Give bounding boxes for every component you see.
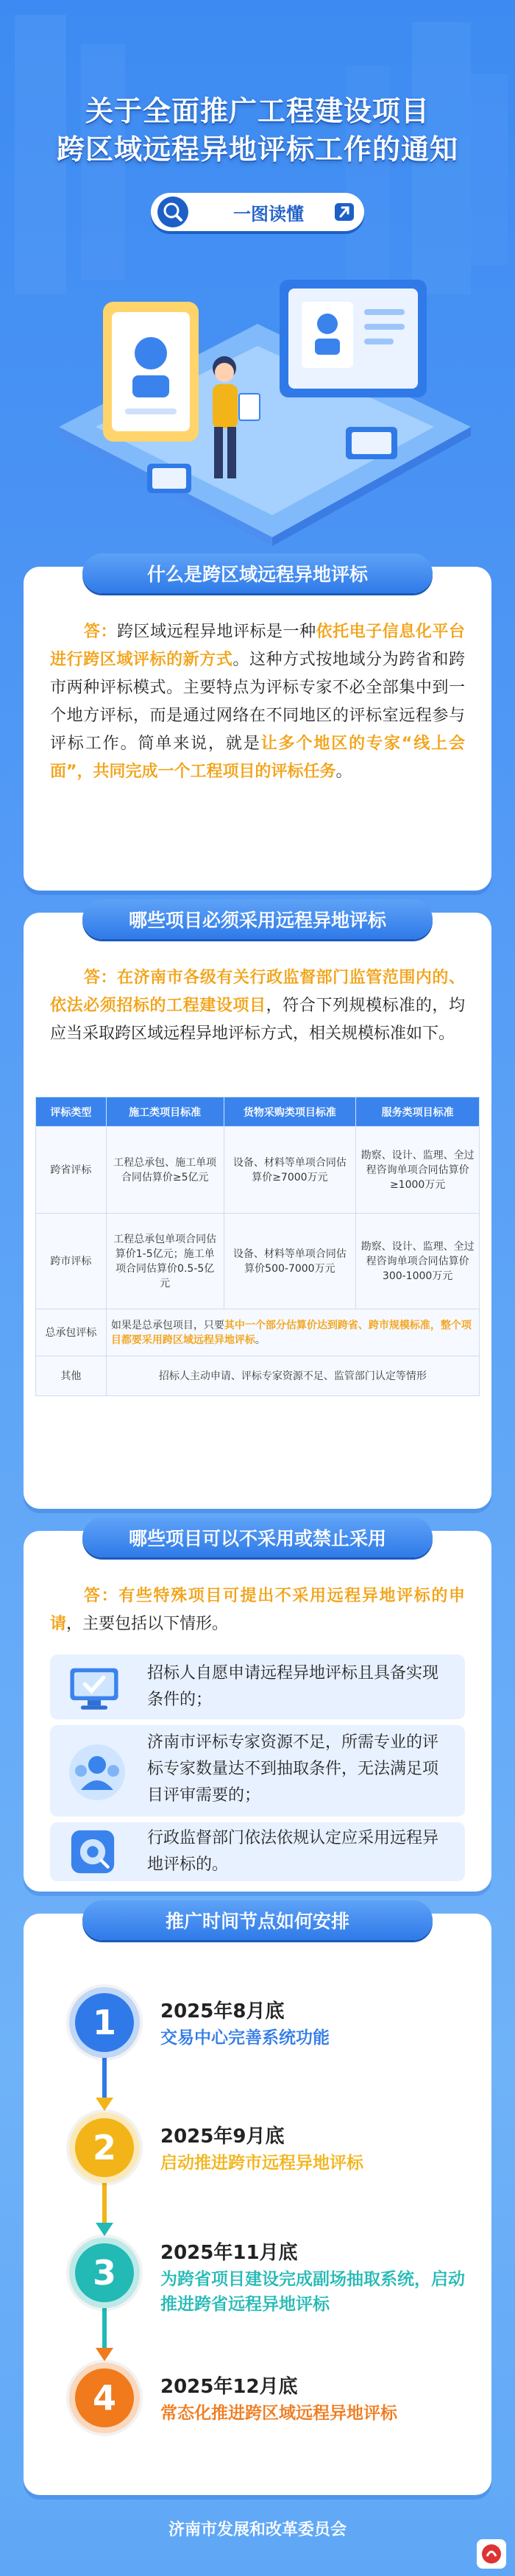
section-title: 什么是跨区域远程异地评标 <box>146 564 368 585</box>
timeline-step-1-date: 2025年8月底 <box>160 2000 285 2023</box>
cell-text: 如果是总承包项目，只要 <box>110 1319 224 1331</box>
section-answer <box>50 618 465 786</box>
answer-highlight: 让多个地区的专家“线上会面”，共同完成一个工程项目的评标任务 <box>50 735 465 781</box>
cell-text: 。 <box>255 1334 266 1346</box>
answer-highlight: 在济南市各级有关行政监督部门监管范围内的、依法必须招标的工程建设项目 <box>50 969 465 1015</box>
answer-label: 答： <box>84 623 118 641</box>
section-answer <box>50 1582 465 1638</box>
answer-label: 答： <box>84 969 118 987</box>
section-answer <box>50 964 465 1048</box>
timeline-step-4-date: 2025年12月底 <box>160 2376 298 2398</box>
supervision-icon <box>66 1825 119 1878</box>
corner-logo <box>477 2539 506 2569</box>
table-cell: 其他 <box>36 1356 107 1396</box>
list-item <box>50 1822 465 1881</box>
subtitle-text: 一图读懂 <box>233 203 304 224</box>
answer-text: ，符合下列规模标准的，均应当采取跨区域远程异地评标方式，相关规模标准如下。 <box>50 997 465 1043</box>
answer-label: 答： <box>84 1587 119 1605</box>
timeline-step-4-circle: 4 <box>69 2363 140 2433</box>
section-header <box>82 899 433 939</box>
table-row <box>36 1214 480 1309</box>
magnifier-icon <box>157 196 189 228</box>
table-cell: 跨市评标 <box>36 1214 107 1309</box>
list-item <box>50 1655 465 1719</box>
timeline-step-3-circle: 3 <box>69 2237 140 2308</box>
section-title: 哪些项目可以不采用或禁止采用 <box>128 1528 386 1549</box>
table-cell: 勘察、设计、监理、全过程咨询单项合同估算价≥1000万元 <box>356 1127 480 1214</box>
title-line-2: 跨区域远程异地评标工作的通知 <box>56 133 458 166</box>
table-cell: 总承包评标 <box>36 1309 107 1356</box>
answer-highlight: 有些特殊项目可提出不采用远程异地评标的申请 <box>50 1587 465 1633</box>
table-cell: 设备、材料等单项合同估算价500-7000万元 <box>224 1214 356 1309</box>
timeline-step-1-desc: 交易中心完善系统功能 <box>160 2028 330 2048</box>
timeline-step-3-date: 2025年11月底 <box>160 2242 298 2264</box>
answer-text: 。这种方式按地域分为跨省和跨市两种评标模式。主要特点为评标专家不必全部集中到一个地方评标，而是通过网络在不同地区的评标室远程参与评标工作。简单来说，就是 <box>50 651 465 753</box>
brand-logo-icon <box>480 2543 502 2565</box>
table-header: 货物采购类项目标准 <box>224 1097 356 1127</box>
cell-highlight: 其中一个部分估算价达到跨省、跨市规模标准，整个项目都要采用跨区域远程异地评标 <box>110 1319 472 1346</box>
timeline-step-1-circle: 1 <box>69 1987 140 2058</box>
list-item-text: 招标人自愿申请远程异地评标且具备实现条件的； <box>147 1664 439 1709</box>
section-header <box>82 553 433 593</box>
table-cell: 勘察、设计、监理、全过程咨询单项合同估算价300-1000万元 <box>356 1214 480 1309</box>
table-cell: 跨省评标 <box>36 1127 107 1214</box>
section-header <box>82 1518 433 1557</box>
section-header <box>82 1900 433 1940</box>
table-header: 施工类项目标准 <box>106 1097 224 1127</box>
table-cell: 工程总承包、施工单项合同估算价≥5亿元 <box>106 1127 224 1214</box>
section-title: 推广时间节点如何安排 <box>165 1911 349 1932</box>
table-header: 服务类项目标准 <box>356 1097 480 1127</box>
footer-org: 济南市发展和改革委员会 <box>168 2521 347 2539</box>
timeline-step-3-desc: 为跨省项目建设完成副场抽取系统，启动推进跨省远程异地评标 <box>160 2270 465 2314</box>
table-row <box>36 1127 480 1214</box>
section-what-is <box>24 564 491 891</box>
answer-text: ，主要包括以下情形。 <box>66 1615 229 1633</box>
table-cell-merged: 招标人主动申请、评标专家资源不足、监管部门认定等情形 <box>106 1356 479 1396</box>
table-header-row <box>36 1097 480 1127</box>
subtitle-pill <box>151 193 364 231</box>
expert-group-icon <box>66 1741 128 1803</box>
timeline-step-2-date: 2025年9月底 <box>160 2126 285 2148</box>
answer-highlight: 依托电子信息化平台进行跨区域评标的新方式 <box>50 623 465 669</box>
hero-illustration <box>0 243 515 552</box>
list-item <box>50 1725 465 1816</box>
timeline-step-2-circle: 2 <box>69 2112 140 2183</box>
table-cell: 工程总承包单项合同估算价1-5亿元；施工单项合同估算价0.5-5亿元 <box>106 1214 224 1309</box>
table-header: 评标类型 <box>36 1097 107 1127</box>
answer-text: 跨区域远程异地评标是一种 <box>117 623 316 641</box>
table-row <box>36 1356 480 1396</box>
standards-table <box>35 1097 480 1396</box>
section-title: 哪些项目必须采用远程异地评标 <box>128 910 386 931</box>
title-line-1: 关于全面推广工程建设项目 <box>85 95 430 127</box>
timeline-step-2-desc: 启动推进跨市远程异地评标 <box>160 2154 363 2173</box>
section-exceptions <box>24 1528 491 1892</box>
answer-text: 。 <box>335 762 352 781</box>
monitor-check-icon <box>66 1659 122 1715</box>
list-item-text: 济南市评标专家资源不足，所需专业的评标专家数量达不到抽取条件，无法满足项目评审需要的； <box>147 1733 439 1805</box>
table-cell: 设备、材料等单项合同估算价≥7000万元 <box>224 1127 356 1214</box>
list-item-text: 行政监督部门依法依规认定应采用远程异地评标的。 <box>147 1829 439 1874</box>
table-cell-merged <box>106 1309 479 1356</box>
timeline-step-4-desc: 常态化推进跨区域远程异地评标 <box>160 2404 397 2423</box>
arrow-icon <box>333 202 355 222</box>
table-row <box>36 1309 480 1356</box>
section-must-use <box>24 910 491 1509</box>
